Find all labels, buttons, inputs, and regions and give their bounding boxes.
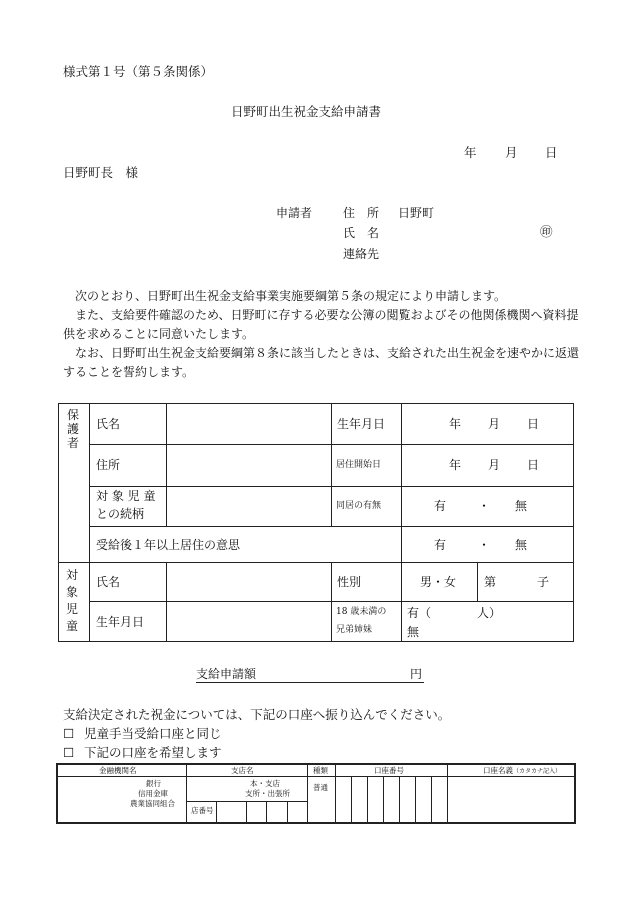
residence-start-year: 年 bbox=[449, 458, 462, 472]
intent-no: 無 bbox=[515, 538, 528, 552]
cohabit-dot: ・ bbox=[478, 499, 491, 513]
page-title: 日野町出生祝金支給申請書 bbox=[231, 104, 382, 119]
applicant-address-value: 日野町 bbox=[398, 206, 435, 220]
applicant-label: 申請者 bbox=[276, 206, 313, 220]
amount-label: 支給申請額 bbox=[196, 667, 257, 681]
account-holder-header: 口座名義（カタカナ記入） bbox=[483, 766, 562, 775]
relation-label-line2: との続柄 bbox=[96, 507, 145, 521]
child-section-label: 対象児童 bbox=[66, 568, 79, 633]
bank-type-bank: 銀行 bbox=[146, 779, 161, 788]
guardian-address-label: 住所 bbox=[96, 458, 121, 472]
paragraph-3: なお、日野町出生祝金支給要綱第８条に該当したときは、支給された出生祝金を速やかに返還することを誓約します。 bbox=[63, 346, 580, 379]
account-type-ordinary: 普通 bbox=[313, 783, 328, 792]
intent-yes: 有 bbox=[434, 538, 447, 552]
siblings-label-line2: 兄弟姉妹 bbox=[336, 625, 373, 635]
option2-checkbox[interactable]: ☐ bbox=[63, 745, 75, 760]
account-type-header: 種類 bbox=[313, 766, 328, 775]
intent-dot: ・ bbox=[478, 538, 491, 552]
transfer-instruction: 支給決定された祝金については、下記の口座へ振り込んでください。 bbox=[63, 707, 451, 722]
residence-start-label: 居住開始日 bbox=[336, 460, 382, 470]
amount-underline bbox=[196, 682, 424, 683]
option1-checkbox[interactable]: ☐ bbox=[63, 726, 75, 741]
guardian-birth-month: 月 bbox=[488, 417, 501, 431]
residence-start-day: 日 bbox=[527, 458, 540, 472]
branch-type-main: 本・支店 bbox=[250, 779, 280, 788]
branch-number-label: 店番号 bbox=[191, 806, 214, 815]
guardian-birth-year: 年 bbox=[449, 417, 462, 431]
account-number-header: 口座番号 bbox=[374, 766, 404, 775]
addressee: 日野町長 様 bbox=[63, 165, 139, 180]
siblings-label-line1: 18 歳未満の bbox=[336, 607, 387, 617]
bank-type-credit-union: 信用金庫 bbox=[138, 789, 168, 798]
option1-label: 児童手当受給口座と同じ bbox=[84, 726, 222, 741]
residence-start-month: 月 bbox=[488, 458, 501, 472]
seal-mark: ㊞ bbox=[540, 224, 553, 239]
siblings-unit: 人） bbox=[477, 606, 502, 620]
intent-label: 受給後１年以上居住の意思 bbox=[96, 538, 241, 552]
child-order-prefix: 第 bbox=[484, 575, 497, 589]
child-birth-label: 生年月日 bbox=[96, 615, 145, 629]
child-sex-options: 男・女 bbox=[420, 575, 457, 589]
applicant-name-label: 氏 名 bbox=[343, 226, 380, 240]
option2-label: 下記の口座を希望します bbox=[84, 745, 222, 760]
guardian-name-label: 氏名 bbox=[96, 417, 121, 431]
paragraph-1: 次のとおり、日野町出生祝金支給事業実施要綱第５条の規定により申請します。 bbox=[75, 289, 507, 303]
date-month-label: 月 bbox=[505, 145, 518, 160]
guardian-birth-label: 生年月日 bbox=[337, 417, 386, 431]
applicant-contact-label: 連絡先 bbox=[343, 247, 380, 261]
branch-name-header: 支店名 bbox=[231, 766, 254, 775]
date-day-label: 日 bbox=[545, 145, 558, 160]
applicant-address-label: 住 所 bbox=[343, 206, 380, 220]
date-year-label: 年 bbox=[464, 145, 477, 160]
paragraph-2: また、支給要件確認のため、日野町に存する必要な公簿の閲覧およびその他関係機関へ資料提供を求めることに同意いたします。 bbox=[63, 308, 579, 341]
cohabit-no: 無 bbox=[515, 499, 528, 513]
cohabit-yes: 有 bbox=[434, 499, 447, 513]
amount-unit: 円 bbox=[410, 667, 423, 681]
branch-type-office: 支所・出張所 bbox=[245, 789, 290, 798]
siblings-yes: 有（ bbox=[407, 606, 432, 620]
guardian-section-label: 保護者 bbox=[67, 408, 80, 450]
cohabit-label: 同居の有無 bbox=[336, 501, 382, 511]
child-name-label: 氏名 bbox=[96, 575, 121, 589]
child-sex-label: 性別 bbox=[337, 575, 362, 589]
guardian-birth-day: 日 bbox=[527, 417, 540, 431]
relation-label-line1: 対 象 児 童 bbox=[96, 489, 156, 503]
bank-name-header: 金融機関名 bbox=[99, 766, 137, 775]
bank-type-agri-coop: 農業協同組合 bbox=[130, 799, 175, 808]
siblings-no: 無 bbox=[407, 625, 420, 639]
form-number: 様式第１号（第５条関係） bbox=[63, 64, 214, 79]
child-order-suffix: 子 bbox=[537, 575, 550, 589]
